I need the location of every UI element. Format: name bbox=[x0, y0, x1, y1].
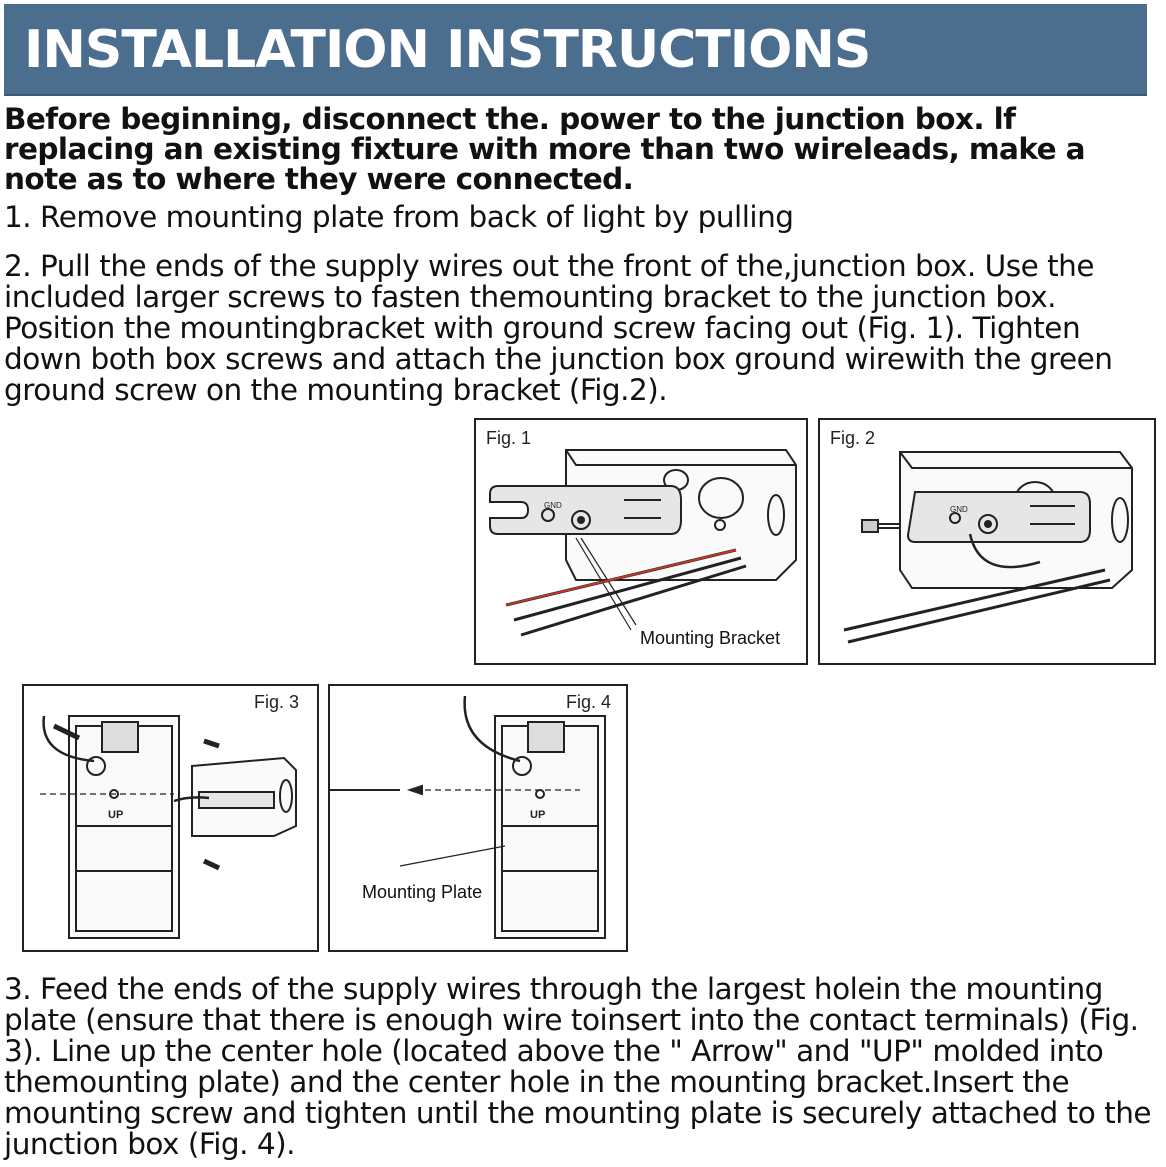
step-1: 1. Remove mounting plate from back of light by pulling bbox=[4, 200, 794, 234]
junction-box-bracket-illustration bbox=[476, 420, 806, 663]
figure-4 bbox=[328, 684, 628, 952]
mounting-bracket-callout: Mounting Bracket bbox=[640, 628, 781, 648]
gnd-label: GND bbox=[544, 501, 562, 510]
figure-2-caption: Fig. 2 bbox=[830, 428, 876, 448]
warning-text: Before beginning, disconnect the. power to the junction box. lf replacing an existing fixture with more than two wireleads, make a note as to where they were connected. bbox=[4, 102, 1085, 196]
mounting-plate-feed-illustration bbox=[24, 686, 317, 950]
figure-1-caption: Fig. 1 bbox=[486, 428, 532, 448]
up-label-2: UP bbox=[530, 809, 546, 821]
page-title: INSTALLATION INSTRUCTIONS bbox=[24, 20, 871, 80]
figure-4-caption: Fig. 4 bbox=[566, 692, 612, 712]
figure-3 bbox=[22, 684, 319, 952]
up-label: UP bbox=[108, 809, 124, 821]
mounting-plate-callout: Mounting Plate bbox=[362, 882, 483, 902]
title-banner bbox=[4, 4, 1147, 96]
gnd-label-2: GND bbox=[950, 505, 968, 514]
figure-1 bbox=[474, 418, 808, 665]
figure-2 bbox=[818, 418, 1156, 665]
figure-3-caption: Fig. 3 bbox=[254, 692, 300, 712]
mounting-screw-illustration bbox=[330, 686, 626, 950]
ground-screw-illustration bbox=[820, 420, 1154, 663]
step-2: 2. Pull the ends of the supply wires out the front of the,junction box. Use the included larger screws to fasten themounting bracket to the junction box. Position the mountingbracket with ground screw facing out (Fig. 1). Tighten down both box screws and attach the junction box ground wirewith the green ground screw on the mounting bracket (Fig.2). bbox=[4, 249, 1113, 407]
step-3: 3. Feed the ends of the supply wires through the largest holein the mounting plate (ensure that there is enough wire toinsert into the contact terminals) (Fig. 3). Line up the center hole (located above the " Arrow" and "UP" molded into themounting plate) and the center hole in the mounting bracket.Insert the mounting screw and tighten until the mounting plate is securely attached to the junction box (Fig. 4). bbox=[4, 972, 1152, 1161]
